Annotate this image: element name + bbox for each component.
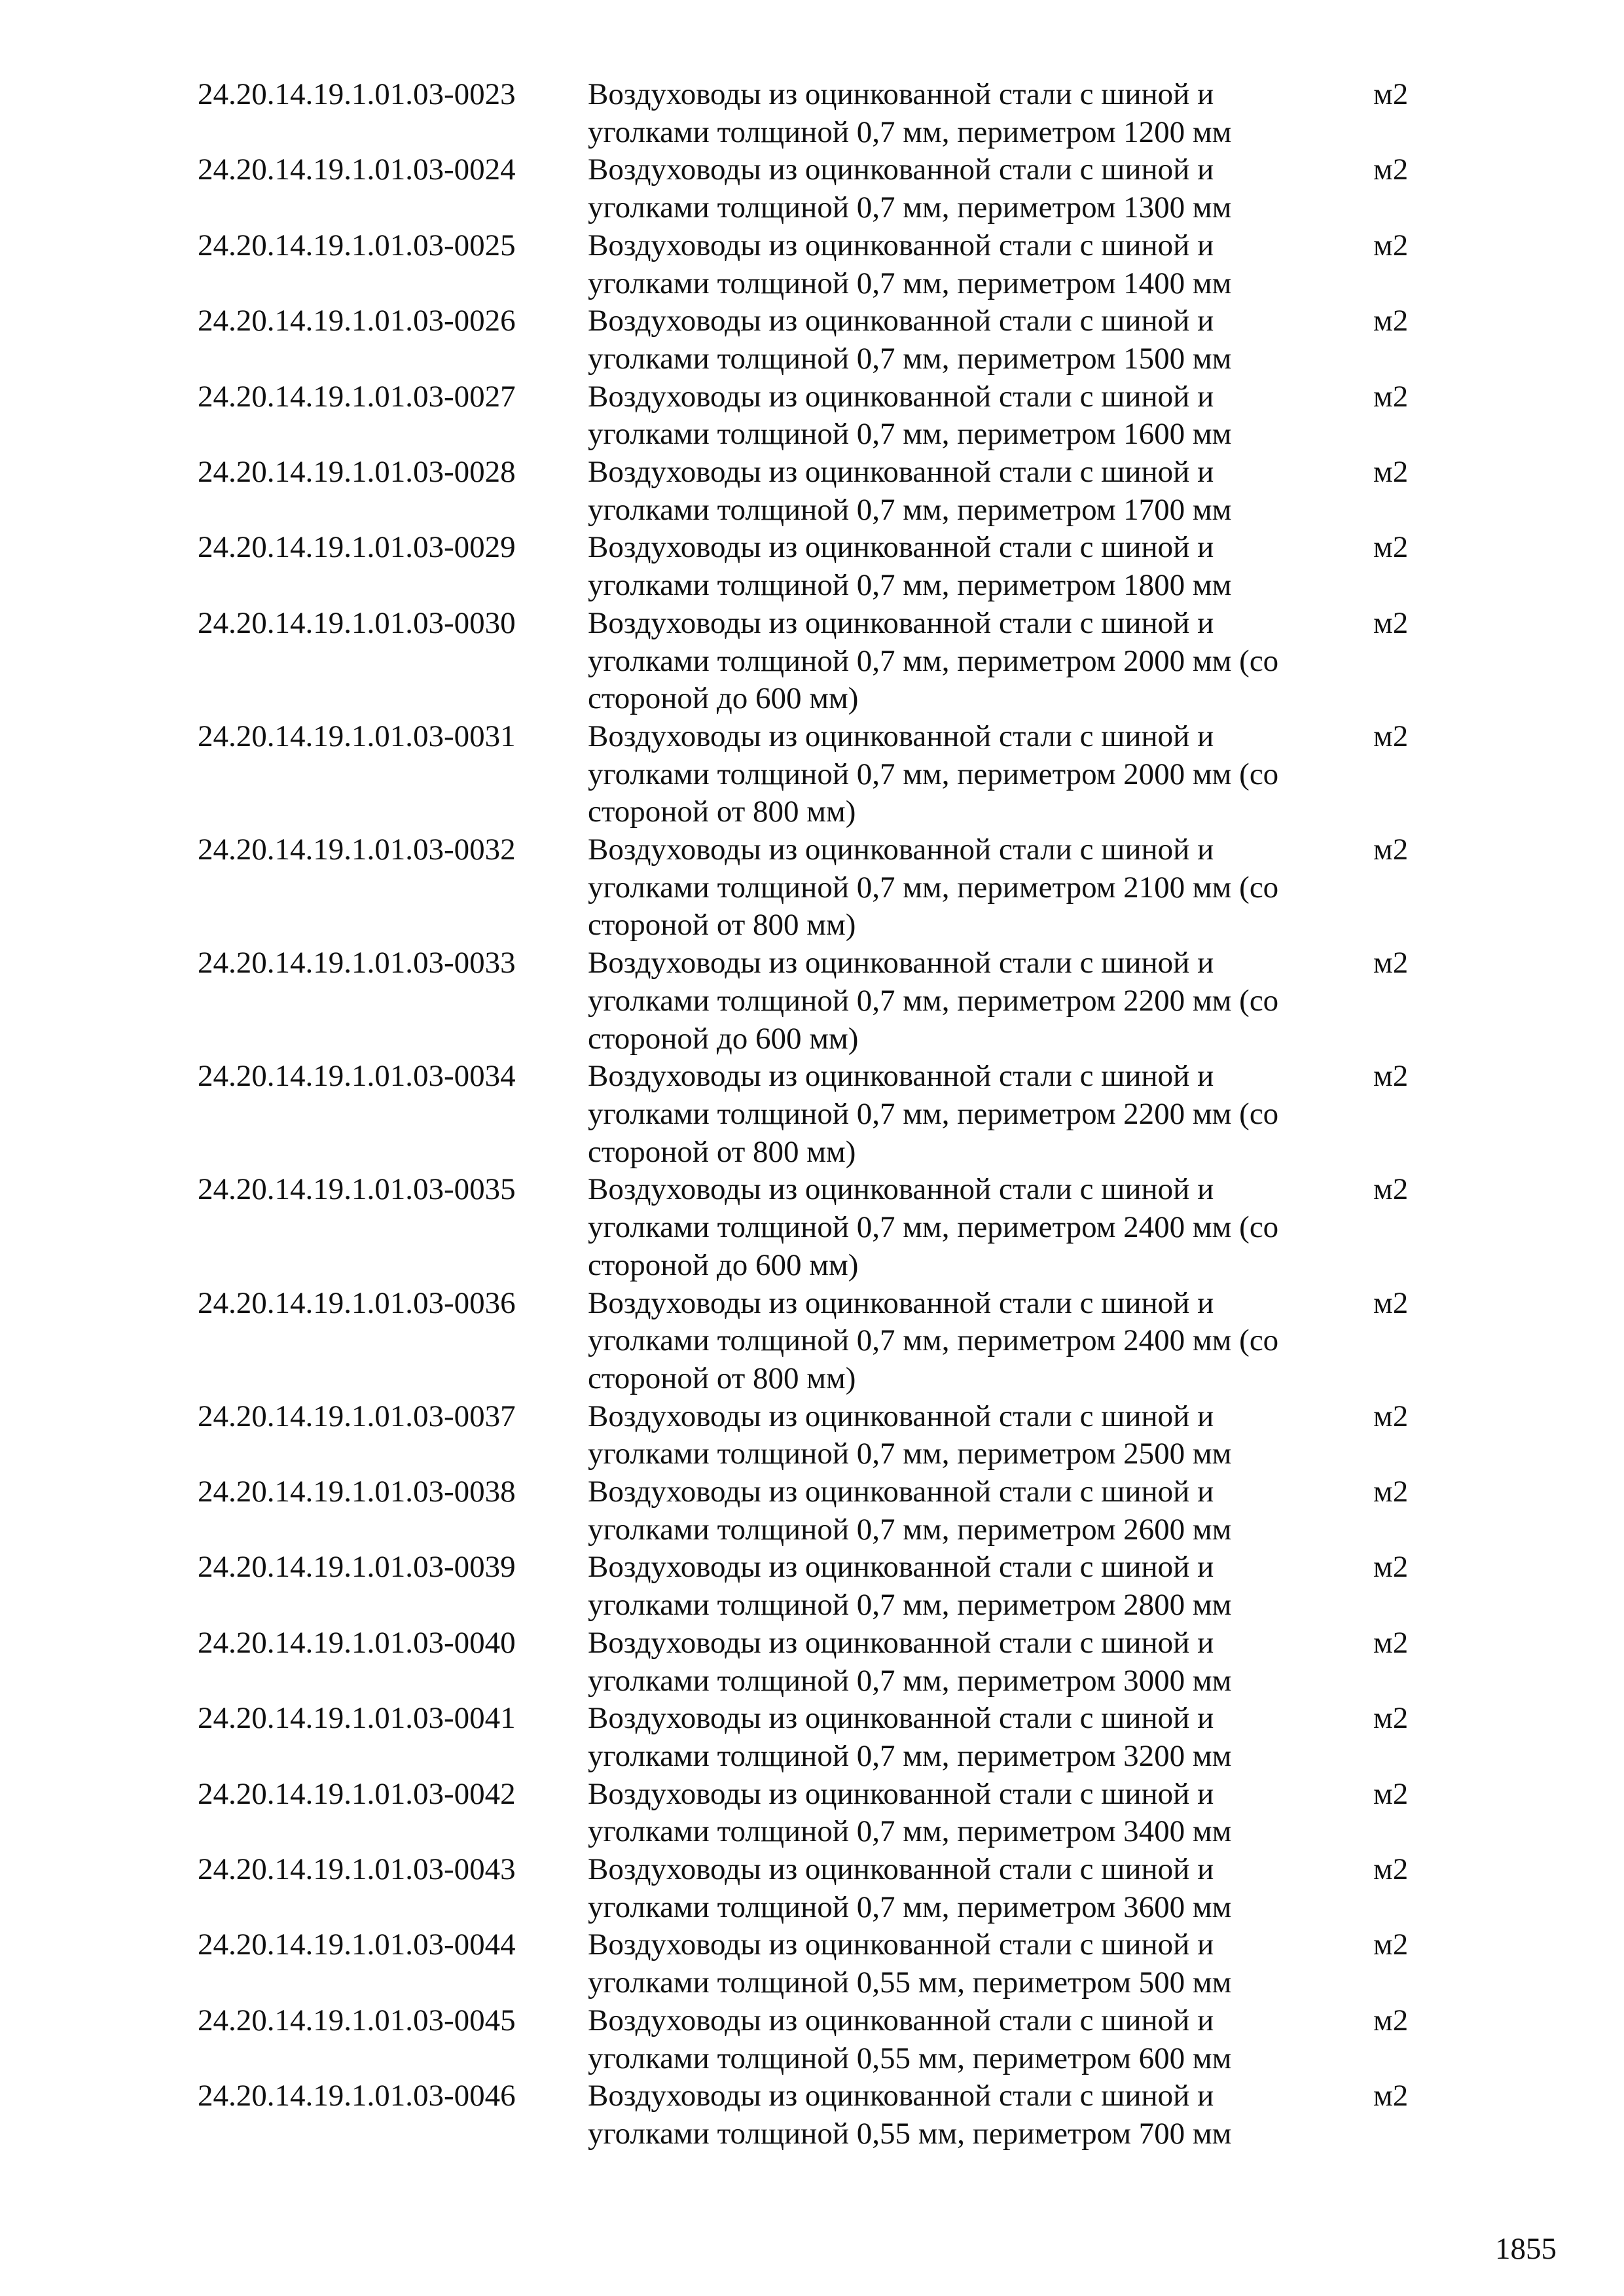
resource-code: 24.20.14.19.1.01.03-0043 xyxy=(198,1852,516,1887)
description-line: Воздуховоды из оцинкованной стали с шиной и xyxy=(588,1776,1214,1811)
description-line: уголками толщиной 0,7 мм, периметром 2200 мм (со xyxy=(588,983,1279,1018)
description-line: уголками толщиной 0,7 мм, периметром 1600 мм xyxy=(588,417,1232,452)
description-line: Воздуховоды из оцинкованной стали с шиной и xyxy=(588,1285,1214,1320)
resource-description xyxy=(588,529,1373,604)
unit-of-measure: м2 xyxy=(1373,1285,1409,1320)
resource-description xyxy=(588,2077,1373,2153)
resource-code: 24.20.14.19.1.01.03-0028 xyxy=(198,455,516,490)
description-line: Воздуховоды из оцинкованной стали с шиной и xyxy=(588,455,1214,490)
catalog-row xyxy=(198,1398,1441,1473)
resource-code: 24.20.14.19.1.01.03-0045 xyxy=(198,2003,516,2037)
resource-description xyxy=(588,1549,1373,1624)
resource-description xyxy=(588,605,1373,718)
description-line: стороной до 600 мм) xyxy=(588,1247,859,1282)
resource-description xyxy=(588,1171,1373,1284)
description-line: Воздуховоды из оцинкованной стали с шиной и xyxy=(588,77,1214,111)
unit-of-measure: м2 xyxy=(1373,1399,1409,1433)
description-line: Воздуховоды из оцинкованной стали с шиной и xyxy=(588,1475,1214,1509)
unit-of-measure: м2 xyxy=(1373,152,1409,187)
description-line: уголками толщиной 0,55 мм, периметром 600 мм xyxy=(588,2041,1232,2075)
resource-code: 24.20.14.19.1.01.03-0035 xyxy=(198,1172,516,1207)
catalog-row xyxy=(198,2077,1441,2153)
description-line: Воздуховоды из оцинкованной стали с шиной и xyxy=(588,379,1214,414)
unit-of-measure: м2 xyxy=(1373,1701,1409,1736)
description-line: Воздуховоды из оцинкованной стали с шиной и xyxy=(588,1172,1214,1207)
description-line: Воздуховоды из оцинкованной стали с шиной и xyxy=(588,1625,1214,1660)
resource-description xyxy=(588,378,1373,454)
unit-of-measure: м2 xyxy=(1373,605,1409,640)
resource-description xyxy=(588,831,1373,944)
resource-code: 24.20.14.19.1.01.03-0040 xyxy=(198,1625,516,1660)
resource-description xyxy=(588,718,1373,831)
resource-code: 24.20.14.19.1.01.03-0034 xyxy=(198,1059,516,1094)
resource-description xyxy=(588,2002,1373,2077)
unit-of-measure: м2 xyxy=(1373,379,1409,414)
description-line: уголками толщиной 0,7 мм, периметром 1200 мм xyxy=(588,115,1232,149)
description-line: уголками толщиной 0,7 мм, периметром 2200 мм (со xyxy=(588,1096,1279,1131)
description-line: Воздуховоды из оцинкованной стали с шиной и xyxy=(588,1852,1214,1887)
resource-description xyxy=(588,1473,1373,1549)
resource-description xyxy=(588,227,1373,302)
description-line: уголками толщиной 0,7 мм, периметром 3000 мм xyxy=(588,1663,1232,1698)
catalog-row xyxy=(198,1549,1441,1624)
description-line: уголками толщиной 0,7 мм, периметром 3600 мм xyxy=(588,1890,1232,1924)
description-line: уголками толщиной 0,7 мм, периметром 1800 мм xyxy=(588,568,1232,603)
description-line: стороной до 600 мм) xyxy=(588,681,859,716)
resource-code: 24.20.14.19.1.01.03-0027 xyxy=(198,379,516,414)
catalog-row xyxy=(198,831,1441,944)
resource-code: 24.20.14.19.1.01.03-0023 xyxy=(198,77,516,111)
resource-code: 24.20.14.19.1.01.03-0046 xyxy=(198,2079,516,2113)
catalog-row xyxy=(198,944,1441,1058)
description-line: уголками толщиной 0,7 мм, периметром 2000 мм (со xyxy=(588,757,1279,791)
description-line: Воздуховоды из оцинкованной стали с шиной и xyxy=(588,228,1214,262)
description-line: Воздуховоды из оцинкованной стали с шиной и xyxy=(588,2079,1214,2113)
resource-description xyxy=(588,76,1373,151)
description-line: уголками толщиной 0,7 мм, периметром 1300 мм xyxy=(588,190,1232,225)
description-line: Воздуховоды из оцинкованной стали с шиной и xyxy=(588,2003,1214,2037)
page-number: 1855 xyxy=(1495,2232,1557,2266)
catalog-row xyxy=(198,1776,1441,1851)
resource-code: 24.20.14.19.1.01.03-0029 xyxy=(198,530,516,565)
description-line: Воздуховоды из оцинкованной стали с шиной и xyxy=(588,719,1214,753)
resource-code: 24.20.14.19.1.01.03-0033 xyxy=(198,946,516,980)
catalog-row xyxy=(198,605,1441,718)
resource-description xyxy=(588,1776,1373,1851)
description-line: уголками толщиной 0,7 мм, периметром 2500 мм xyxy=(588,1437,1232,1471)
catalog-row xyxy=(198,1171,1441,1284)
unit-of-measure: м2 xyxy=(1373,1550,1409,1585)
description-line: стороной от 800 мм) xyxy=(588,908,856,942)
resource-description xyxy=(588,151,1373,226)
resource-code: 24.20.14.19.1.01.03-0036 xyxy=(198,1285,516,1320)
catalog-row xyxy=(198,529,1441,604)
resource-code: 24.20.14.19.1.01.03-0039 xyxy=(198,1550,516,1585)
description-line: стороной от 800 мм) xyxy=(588,1134,856,1169)
unit-of-measure: м2 xyxy=(1373,2079,1409,2113)
description-line: уголками толщиной 0,7 мм, периметром 1500 мм xyxy=(588,341,1232,376)
catalog-row xyxy=(198,2002,1441,2077)
resource-description xyxy=(588,302,1373,378)
catalog-row xyxy=(198,76,1441,151)
catalog-row xyxy=(198,151,1441,226)
description-line: уголками толщиной 0,7 мм, периметром 1400 мм xyxy=(588,266,1232,300)
unit-of-measure: м2 xyxy=(1373,2003,1409,2037)
description-line: уголками толщиной 0,7 мм, периметром 2000 мм (со xyxy=(588,643,1279,678)
unit-of-measure: м2 xyxy=(1373,228,1409,262)
description-line: стороной от 800 мм) xyxy=(588,795,856,829)
resource-description xyxy=(588,1851,1373,1926)
resource-code: 24.20.14.19.1.01.03-0038 xyxy=(198,1475,516,1509)
unit-of-measure: м2 xyxy=(1373,1852,1409,1887)
catalog-row xyxy=(198,454,1441,529)
catalog-row xyxy=(198,718,1441,831)
unit-of-measure: м2 xyxy=(1373,719,1409,753)
resource-description xyxy=(588,454,1373,529)
resource-description xyxy=(588,1700,1373,1775)
catalog-row xyxy=(198,1058,1441,1171)
description-line: Воздуховоды из оцинкованной стали с шиной и xyxy=(588,1059,1214,1094)
description-line: Воздуховоды из оцинкованной стали с шиной и xyxy=(588,946,1214,980)
unit-of-measure: м2 xyxy=(1373,77,1409,111)
description-line: уголками толщиной 0,7 мм, периметром 2800 мм xyxy=(588,1588,1232,1623)
description-line: уголками толщиной 0,7 мм, периметром 3400 мм xyxy=(588,1814,1232,1849)
unit-of-measure: м2 xyxy=(1373,1172,1409,1207)
description-line: Воздуховоды из оцинкованной стали с шиной и xyxy=(588,1928,1214,1962)
description-line: стороной от 800 мм) xyxy=(588,1361,856,1395)
unit-of-measure: м2 xyxy=(1373,1475,1409,1509)
resource-description xyxy=(588,1398,1373,1473)
unit-of-measure: м2 xyxy=(1373,1625,1409,1660)
description-line: стороной до 600 мм) xyxy=(588,1021,859,1056)
resource-code: 24.20.14.19.1.01.03-0032 xyxy=(198,833,516,867)
unit-of-measure: м2 xyxy=(1373,1776,1409,1811)
description-line: уголками толщиной 0,7 мм, периметром 1700 мм xyxy=(588,492,1232,527)
unit-of-measure: м2 xyxy=(1373,530,1409,565)
resource-code: 24.20.14.19.1.01.03-0042 xyxy=(198,1776,516,1811)
description-line: Воздуховоды из оцинкованной стали с шиной и xyxy=(588,152,1214,187)
description-line: уголками толщиной 0,7 мм, периметром 2600 мм xyxy=(588,1512,1232,1547)
description-line: уголками толщиной 0,55 мм, периметром 500 мм xyxy=(588,1965,1232,2000)
resource-code: 24.20.14.19.1.01.03-0026 xyxy=(198,304,516,338)
resource-code: 24.20.14.19.1.01.03-0037 xyxy=(198,1399,516,1433)
resource-code: 24.20.14.19.1.01.03-0031 xyxy=(198,719,516,753)
catalog-row xyxy=(198,378,1441,454)
unit-of-measure: м2 xyxy=(1373,455,1409,490)
description-line: Воздуховоды из оцинкованной стали с шиной и xyxy=(588,530,1214,565)
catalog-row xyxy=(198,1473,1441,1549)
description-line: уголками толщиной 0,7 мм, периметром 2400 мм (со xyxy=(588,1323,1279,1358)
catalog-row xyxy=(198,1851,1441,1926)
resource-code: 24.20.14.19.1.01.03-0030 xyxy=(198,605,516,640)
resource-code: 24.20.14.19.1.01.03-0025 xyxy=(198,228,516,262)
resource-code: 24.20.14.19.1.01.03-0044 xyxy=(198,1928,516,1962)
catalog-row xyxy=(198,1624,1441,1700)
description-line: уголками толщиной 0,55 мм, периметром 700 мм xyxy=(588,2116,1232,2151)
resource-description xyxy=(588,1285,1373,1398)
resource-description xyxy=(588,944,1373,1058)
description-line: Воздуховоды из оцинкованной стали с шиной и xyxy=(588,605,1214,640)
resource-description xyxy=(588,1058,1373,1171)
catalog-row xyxy=(198,1926,1441,2001)
description-line: уголками толщиной 0,7 мм, периметром 3200 мм xyxy=(588,1738,1232,1773)
unit-of-measure: м2 xyxy=(1373,833,1409,867)
catalog-row xyxy=(198,1285,1441,1398)
catalog-row xyxy=(198,227,1441,302)
catalog-row xyxy=(198,302,1441,378)
description-line: Воздуховоды из оцинкованной стали с шиной и xyxy=(588,304,1214,338)
unit-of-measure: м2 xyxy=(1373,1928,1409,1962)
resource-description xyxy=(588,1926,1373,2001)
description-line: Воздуховоды из оцинкованной стали с шиной и xyxy=(588,1399,1214,1433)
catalog-row xyxy=(198,1700,1441,1775)
resource-description xyxy=(588,1624,1373,1700)
description-line: уголками толщиной 0,7 мм, периметром 2100 мм (со xyxy=(588,870,1279,905)
description-line: Воздуховоды из оцинкованной стали с шиной и xyxy=(588,1701,1214,1736)
unit-of-measure: м2 xyxy=(1373,946,1409,980)
resource-code: 24.20.14.19.1.01.03-0041 xyxy=(198,1701,516,1736)
description-line: Воздуховоды из оцинкованной стали с шиной и xyxy=(588,1550,1214,1585)
description-line: уголками толщиной 0,7 мм, периметром 2400 мм (со xyxy=(588,1210,1279,1245)
description-line: Воздуховоды из оцинкованной стали с шиной и xyxy=(588,833,1214,867)
resource-code: 24.20.14.19.1.01.03-0024 xyxy=(198,152,516,187)
unit-of-measure: м2 xyxy=(1373,1059,1409,1094)
unit-of-measure: м2 xyxy=(1373,304,1409,338)
resource-catalog-list xyxy=(198,76,1441,2153)
